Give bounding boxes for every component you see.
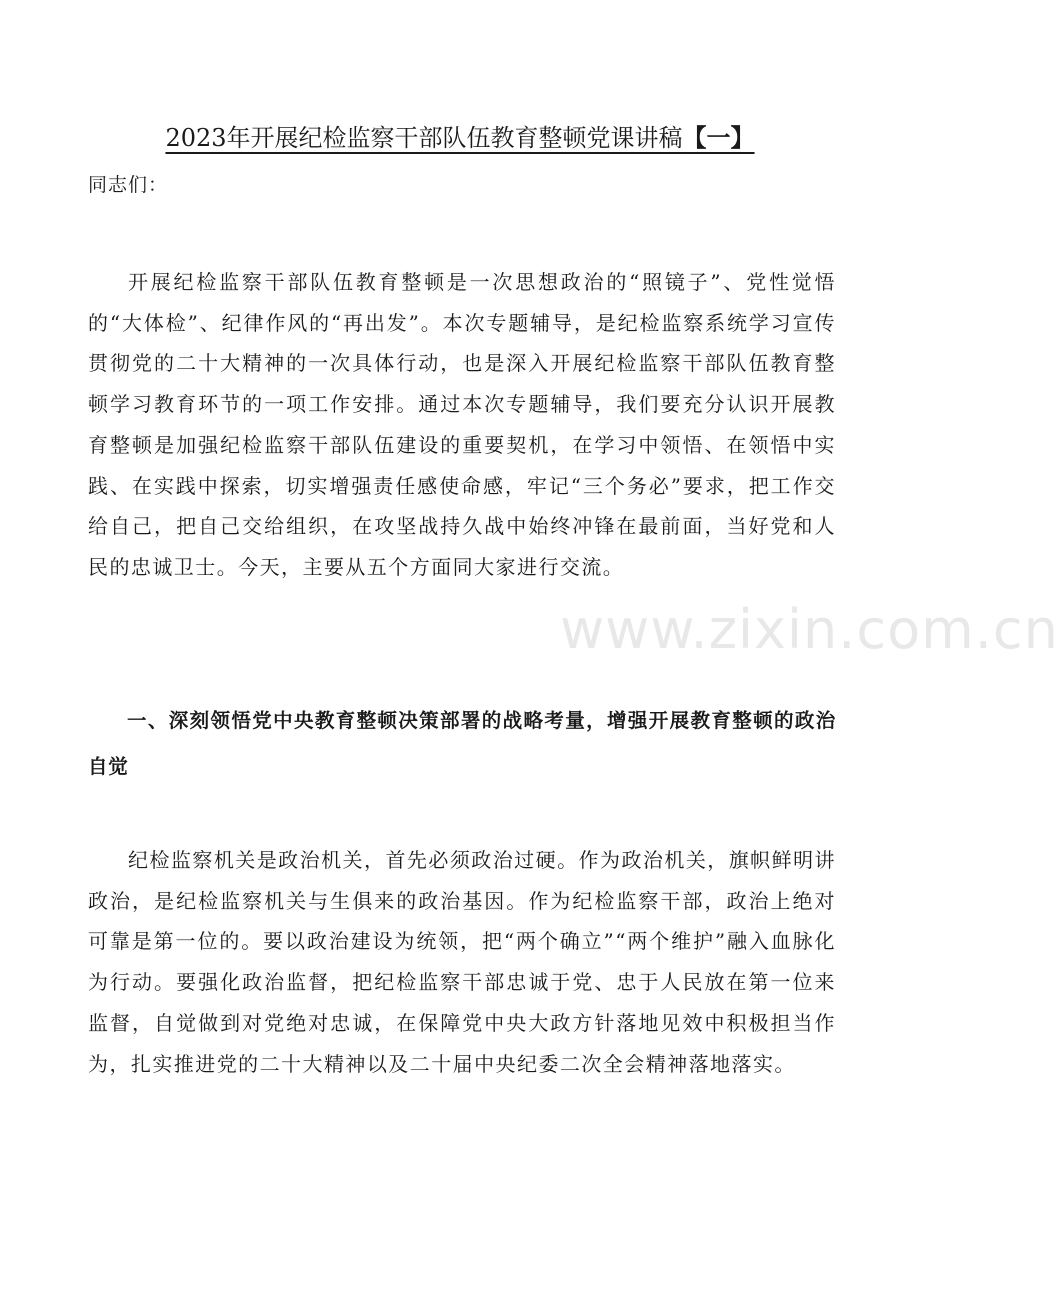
title-text: 2023年开展纪检监察干部队伍教育整顿党课讲稿 — [165, 124, 683, 152]
title-suffix: 【一】 — [682, 124, 755, 152]
watermark: www.zixin.com.cn — [560, 598, 1059, 661]
document-title — [60, 118, 860, 158]
section-heading-1: 一、深刻领悟党中央教育整顿决策部署的战略考量，增强开展教育整顿的政治自觉 — [88, 709, 836, 778]
section-1-paragraph: 纪检监察机关是政治机关，首先必须政治过硬。作为政治机关，旗帜鲜明讲政治，是纪检监察机关与生俱来的政治基因。作为纪检监察干部，政治上绝对可靠是第一位的。要以政治建设为统领，把“两个确立”“两个维护”融入血脉化为行动。要强化政治监督，把纪检监察干部忠诚于党、忠于人民放在第一位来监督，自觉做到对党绝对忠诚，在保障党中央大政方针落地见效中积极担当作为，扎实推进党的二十大精神以及二十届中央纪委二次全会精神落地落实。 — [88, 848, 836, 1076]
salutation: 同志们： — [88, 174, 169, 196]
intro-paragraph: 开展纪检监察干部队伍教育整顿是一次思想政治的“照镜子”、党性觉悟的“大体检”、纪律作风的“再出发”。本次专题辅导，是纪检监察系统学习宣传贯彻党的二十大精神的一次具体行动，也是深入开展纪检监察干部队伍教育整顿学习教育环节的一项工作安排。通过本次专题辅导，我们要充分认识开展教育整顿是加强纪检监察干部队伍建设的重要契机，在学习中领悟、在领悟中实践、在实践中探索，切实增强责任感使命感，牢记“三个务必”要求，把工作交给自己，把自己交给组织，在攻坚战持久战中始终冲锋在最前面，当好党和人民的忠诚卫士。今天，主要从五个方面同大家进行交流。 — [88, 270, 836, 579]
